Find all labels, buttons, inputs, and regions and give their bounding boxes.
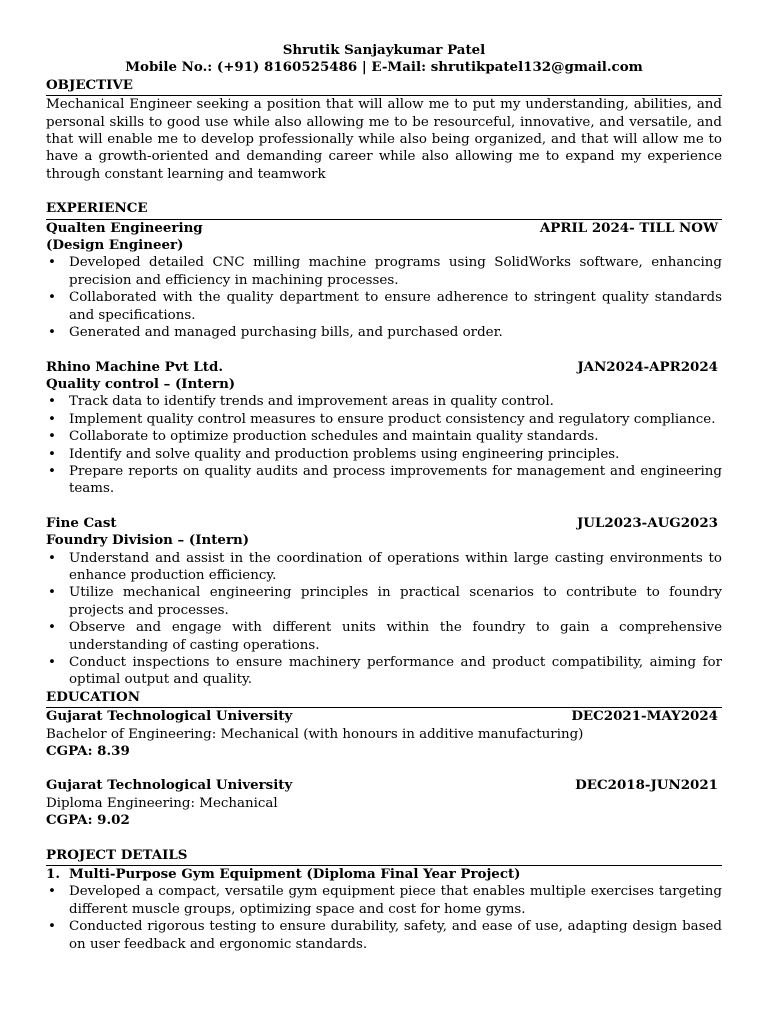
candidate-name: Shrutik Sanjaykumar Patel [282, 42, 486, 58]
contact-line: Mobile No.: (+91) 8160525486 | E-Mail: shrutikpatel132@gmail.com [125, 59, 643, 76]
objective-text: Mechanical Engineer seeking a position that will allow me to put my understanding, abilities, and personal skills to good use while also allowing me to be resourceful, innovative, and versatile, and that will enable me to develop professionally while also being organized, and that will allow me to have a growth-oriented and demanding career while also allowing me to expand my experience through constant learning and teamwork [46, 97, 722, 182]
list-item: • Collaborate to optimize production schedules and maintain quality standards. [46, 428, 722, 445]
list-item: • Generated and managed purchasing bills, and purchased order. [46, 324, 722, 341]
list-item: • Conducted rigorous testing to ensure durability, safety, and ease of use, adapting design based on user feedback and ergonomic standards. [46, 918, 722, 953]
list-item: • Implement quality control measures to ensure product consistency and regulatory compliance. [46, 411, 722, 428]
job-entry [46, 220, 722, 342]
job-company: Fine Cast [46, 514, 117, 531]
education-cgpa: CGPA: 9.02 [46, 812, 130, 829]
list-item: • Prepare reports on quality audits and process improvements for management and engineering teams. [46, 463, 722, 498]
project-entry [46, 866, 722, 953]
job-company: Qualten Engineering [46, 219, 203, 236]
education-degree: Bachelor of Engineering: Mechanical (with honours in additive manufacturing) [46, 726, 584, 742]
job-bullets [46, 550, 722, 689]
education-heading: EDUCATION [46, 689, 722, 708]
list-item: • Developed detailed CNC milling machine programs using SolidWorks software, enhancing precision and efficiency in machining processes. [46, 254, 722, 289]
education-dates: DEC2021-MAY2024 [571, 708, 718, 725]
job-role: (Design Engineer) [46, 237, 184, 254]
education-school: Gujarat Technological University [46, 708, 293, 725]
list-item: • Understand and assist in the coordination of operations within large casting environments to enhance production efficiency. [46, 550, 722, 585]
list-item: • Observe and engage with different units within the foundry to gain a comprehensive understanding of casting operations. [46, 619, 722, 654]
job-dates: JUL2023-AUG2023 [576, 514, 718, 531]
list-item: • Collaborated with the quality department to ensure adherence to stringent quality standards and specifications. [46, 289, 722, 324]
job-bullets [46, 254, 722, 341]
projects-heading: PROJECT DETAILS [46, 847, 722, 866]
list-item: • Track data to identify trends and improvement areas in quality control. [46, 393, 722, 410]
job-role: Quality control – (Intern) [46, 375, 236, 392]
job-role: Foundry Division – (Intern) [46, 532, 250, 549]
job-bullets [46, 393, 722, 497]
education-entry [46, 708, 722, 760]
education-degree: Diploma Engineering: Mechanical [46, 795, 278, 811]
project-bullets [46, 883, 722, 953]
list-item: • Developed a compact, versatile gym equipment piece that enables multiple exercises targeting different muscle groups, optimizing space and cost for home gyms. [46, 883, 722, 918]
objective-heading: OBJECTIVE [46, 77, 722, 96]
list-item: • Utilize mechanical engineering principles in practical scenarios to contribute to foundry projects and processes. [46, 584, 722, 619]
education-dates: DEC2018-JUN2021 [575, 777, 718, 794]
list-item: • Conduct inspections to ensure machinery performance and product compatibility, aiming for optimal output and quality. [46, 654, 722, 689]
project-number: 1. [46, 866, 60, 883]
job-entry [46, 515, 722, 689]
project-name: Multi-Purpose Gym Equipment (Diploma Final Year Project) [69, 866, 521, 883]
job-company: Rhino Machine Pvt Ltd. [46, 358, 223, 375]
education-cgpa: CGPA: 8.39 [46, 743, 130, 760]
education-entry [46, 777, 722, 829]
list-item: • Identify and solve quality and production problems using engineering principles. [46, 446, 722, 463]
job-dates: JAN2024-APR2024 [577, 358, 718, 375]
resume-page [46, 42, 722, 953]
experience-heading: EXPERIENCE [46, 200, 722, 219]
education-school: Gujarat Technological University [46, 777, 293, 794]
job-dates: APRIL 2024- TILL NOW [539, 219, 718, 236]
job-entry [46, 359, 722, 498]
